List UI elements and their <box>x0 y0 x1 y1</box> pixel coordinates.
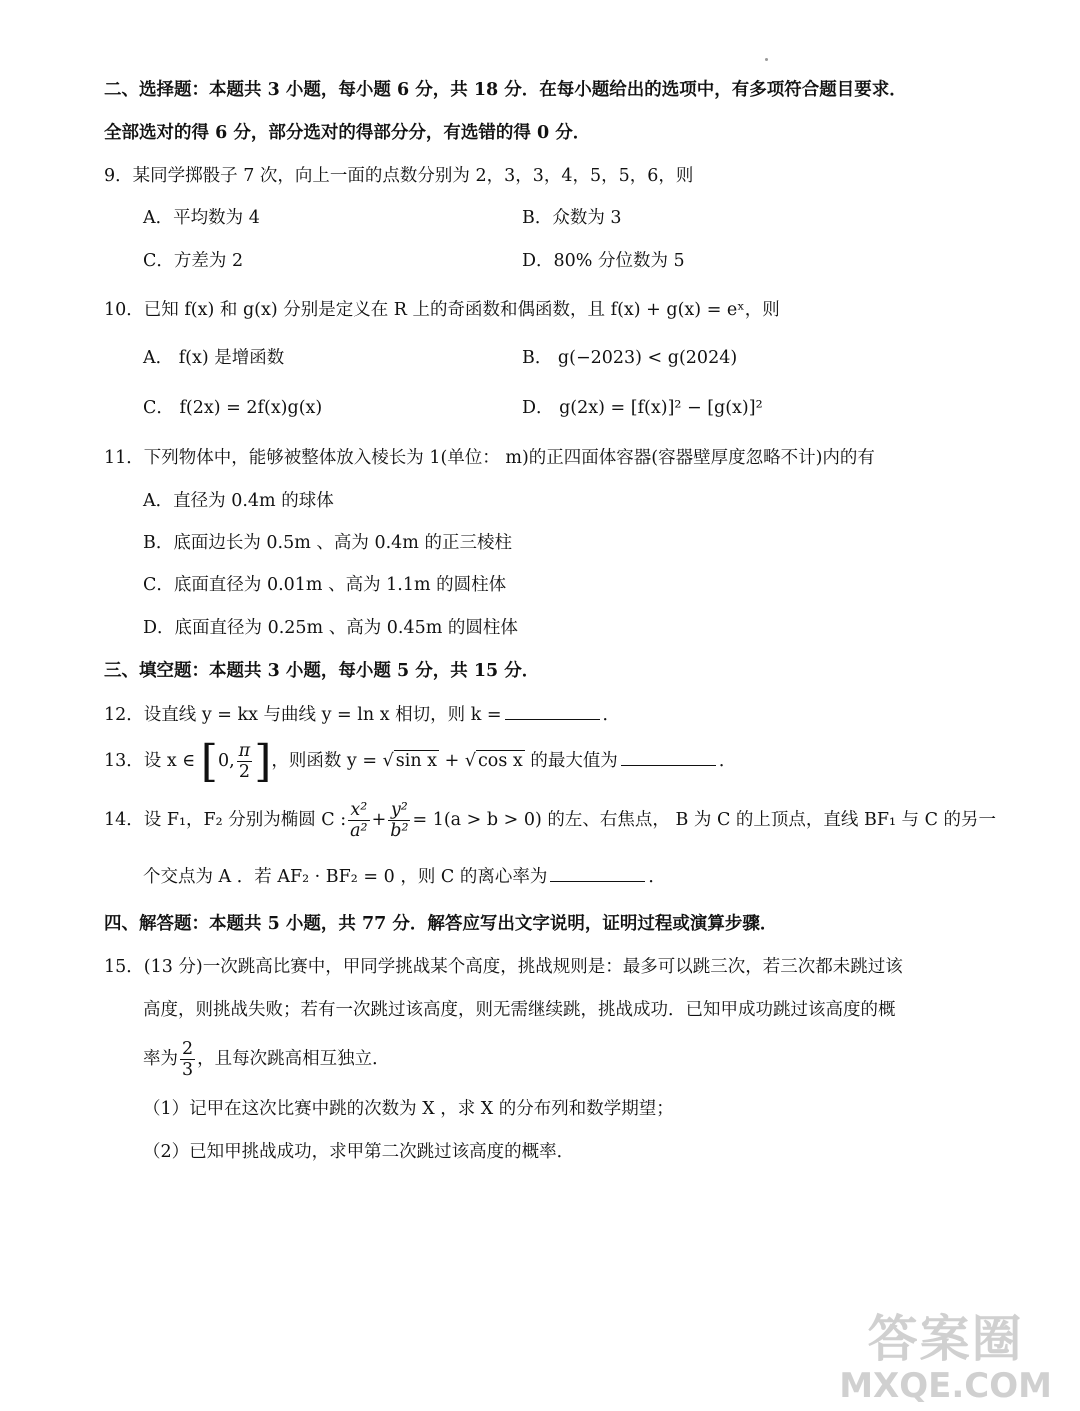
q15-line3-pre: 率为 <box>143 1049 178 1069</box>
q13-line <box>104 736 736 786</box>
q14-end: ． <box>648 867 666 887</box>
q14-frac-x <box>348 800 369 841</box>
q9-option-a: A．平均数为 4 <box>143 208 260 228</box>
q11-option-a: A．直径为 0.4m 的球体 <box>143 491 334 511</box>
q13-sqrt-sign-1: √ <box>382 751 394 771</box>
q13-two: 2 <box>238 762 250 782</box>
q13-left-bracket: [ <box>200 735 218 787</box>
q15-fraction <box>180 1039 195 1080</box>
q13-post: 的最大值为 <box>524 751 618 771</box>
stray-dot <box>765 58 768 61</box>
q13-sqrt-sign-2: √ <box>464 751 476 771</box>
section2-title-line1: 二、选择题：本题共 3 小题，每小题 6 分，共 18 分．在每小题给出的选项中，有多项符合题目要求． <box>104 80 907 100</box>
q10-option-c: C． f(2x) = 2f(x)g(x) <box>143 398 323 418</box>
q15-line1: 15．(13 分)一次跳高比赛中，甲同学挑战某个高度，挑战规则是：最多可以跳三次，若三次都未跳过该 <box>104 957 903 977</box>
q9-option-c: C．方差为 2 <box>143 251 244 271</box>
watermark-logo <box>839 1311 1052 1405</box>
q13-pi: π <box>238 741 251 761</box>
q10-option-a: A． f(x) 是增函数 <box>143 348 285 368</box>
q14-a2: a² <box>350 821 368 841</box>
q12-text: 12．设直线 y = kx 与曲线 y = ln x 相切，则 k = <box>104 705 502 725</box>
q13-end: ． <box>718 751 737 771</box>
q15-den: 3 <box>182 1060 194 1080</box>
q13-right-bracket: ] <box>254 735 272 787</box>
q14-line2: 个交点为 A ．若 AF₂ · BF₂ = 0 ，则 C 的离心率为 <box>143 867 548 887</box>
q14-answer-blank[interactable] <box>550 863 645 882</box>
q11-option-b: B．底面边长为 0.5m 、高为 0.4m 的正三棱柱 <box>143 533 512 553</box>
q13-plus: + <box>439 751 465 771</box>
q15-line3-post: ，且每次跳高相互独立． <box>197 1049 390 1069</box>
q9-stem: 9．某同学掷骰子 7 次，向上一面的点数分别为 2，3，3，4，5，5，6，则 <box>104 166 694 186</box>
q14-y2: y² <box>388 800 410 821</box>
section2-title-line2: 全部选对的得 6 分，部分选对的得部分分，有选错的得 0 分． <box>104 123 591 143</box>
q11-option-c: C．底面直径为 0.01m 、高为 1.1m 的圆柱体 <box>143 575 507 595</box>
q14-line2-row <box>143 863 666 889</box>
q15-num: 2 <box>182 1039 194 1059</box>
q13-sqrt1: sin x <box>395 751 438 771</box>
q13-mid: ，则函数 y = <box>271 751 383 771</box>
q14-post: = 1(a > b > 0) 的左、右焦点， B 为 C 的上顶点，直线 BF₁ 与 C 的另一 <box>412 810 997 830</box>
q14-plus: + <box>371 810 387 830</box>
q13-pi-over-2 <box>237 741 253 782</box>
q15-line3 <box>143 1034 390 1084</box>
q13-interval-left: 0, <box>217 751 235 771</box>
q13-answer-blank[interactable] <box>621 747 716 766</box>
q10-option-b: B． g(−2023) < g(2024) <box>522 348 738 368</box>
q14-x2: x² <box>348 800 369 821</box>
section4-title: 四、解答题：本题共 5 小题，共 77 分．解答应写出文字说明，证明过程或演算步骤． <box>104 914 778 934</box>
q14-pre: 14．设 F₁，F₂ 分别为椭圆 C : <box>104 810 347 830</box>
q14-frac-y <box>388 800 410 841</box>
q14-b2: b² <box>390 821 409 841</box>
q9-option-b: B．众数为 3 <box>522 208 622 228</box>
q11-stem: 11．下列物体中，能够被整体放入棱长为 1(单位： m)的正四面体容器(容器壁厚度忽略不计)内的有 <box>104 448 875 468</box>
q12-answer-blank[interactable] <box>505 701 600 720</box>
q11-option-d: D．底面直径为 0.25m 、高为 0.45m 的圆柱体 <box>143 618 518 638</box>
q12-end: ． <box>602 705 621 725</box>
q13-pre: 13．设 x ∈ <box>104 751 196 771</box>
watermark-top: 答案圈 <box>867 1310 1024 1368</box>
q13-sqrt2: cos x <box>478 751 523 771</box>
q9-option-d: D．80% 分位数为 5 <box>522 251 685 271</box>
q15-sub1: （1）记甲在这次比赛中跳的次数为 X ，求 X 的分布列和数学期望； <box>143 1099 674 1119</box>
q15-sub2: （2）已知甲挑战成功，求甲第二次跳过该高度的概率． <box>143 1142 575 1162</box>
q10-option-d: D． g(2x) = [f(x)]² − [g(x)]² <box>522 398 763 418</box>
q10-stem: 10．已知 f(x) 和 g(x) 分别是定义在 R 上的奇函数和偶函数，且 f(x) + g(x) = eˣ，则 <box>104 300 780 320</box>
q14-line1 <box>104 796 996 844</box>
section3-title: 三、填空题：本题共 3 小题，每小题 5 分，共 15 分． <box>104 661 540 681</box>
q15-line2: 高度，则挑战失败；若有一次跳过该高度，则无需继续跳，挑战成功．已知甲成功跳过该高度的概 <box>143 1000 896 1020</box>
q12-line <box>104 701 620 727</box>
watermark-bottom: MXQE.COM <box>839 1366 1052 1406</box>
